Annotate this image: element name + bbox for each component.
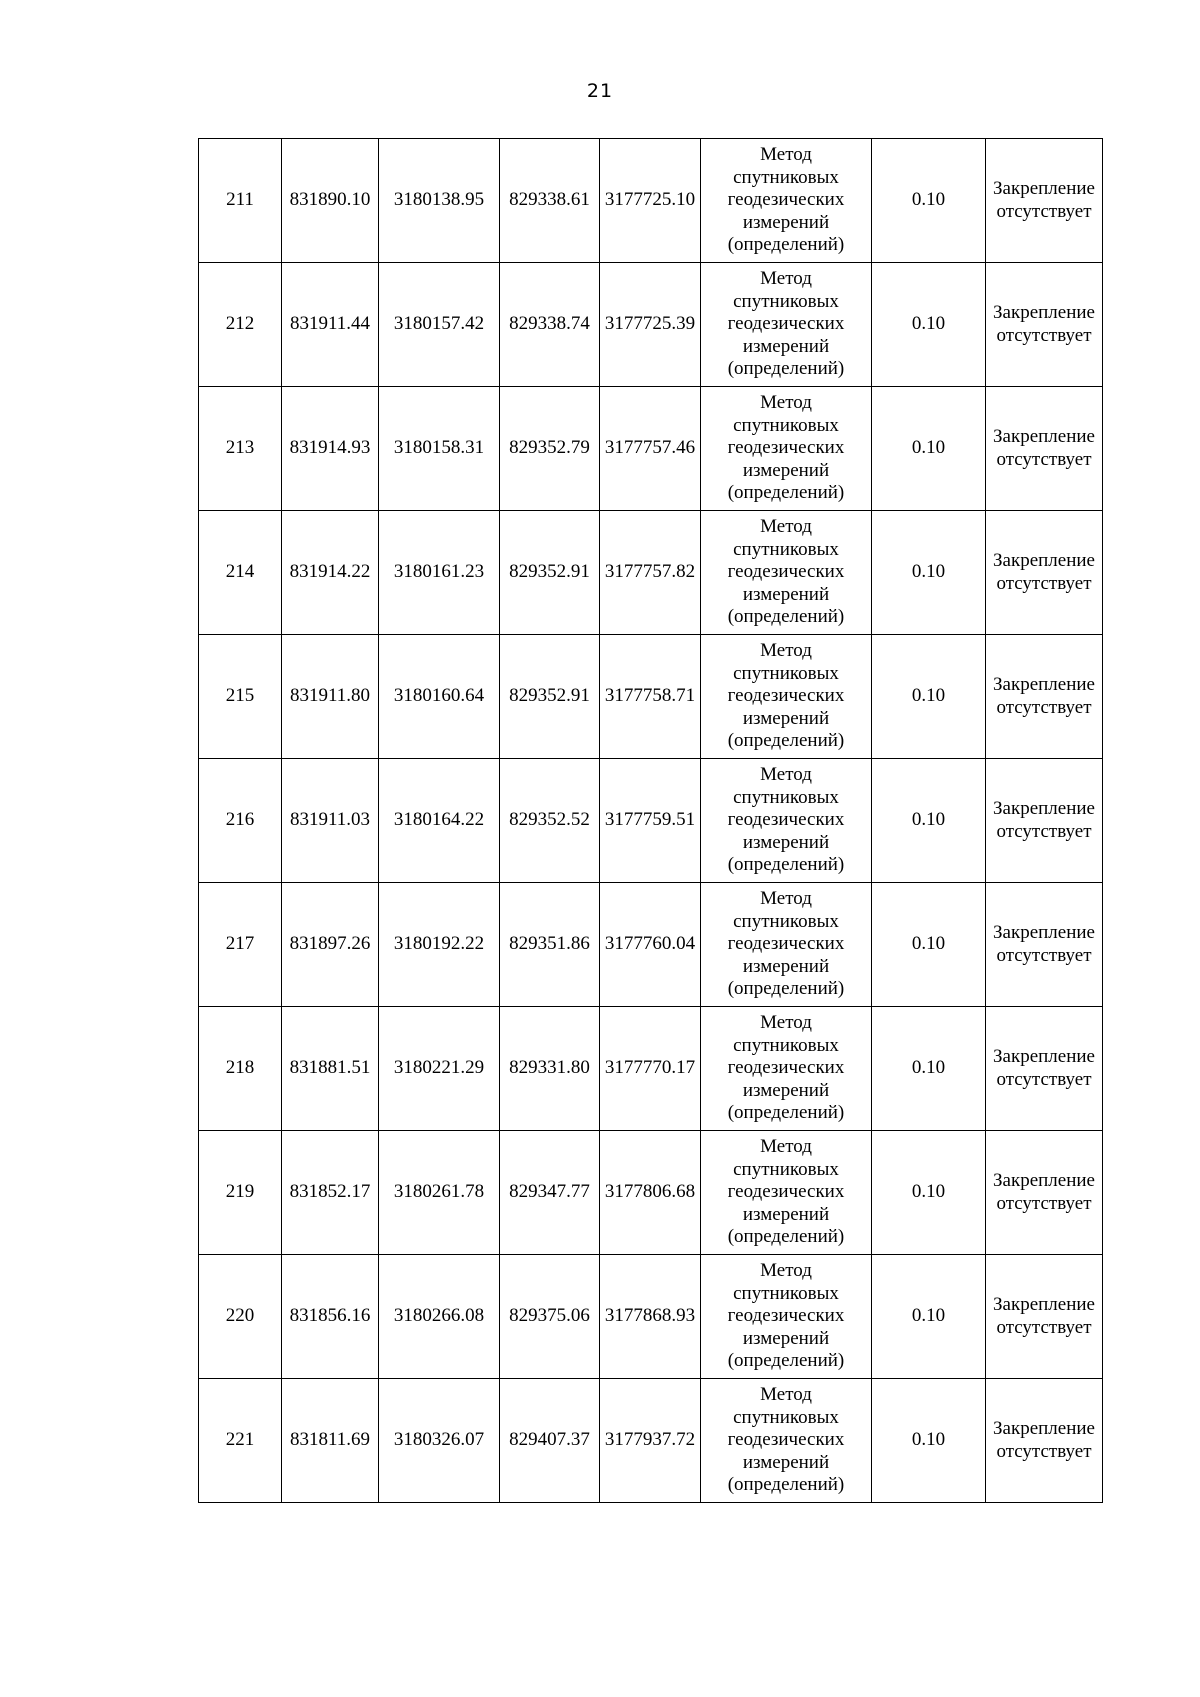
method-cell [701,1007,872,1131]
method-line: (определений) [727,358,845,380]
method-line: геодезических [727,437,845,459]
method-line: геодезических [727,685,845,707]
x-coordinate-cell: 831914.93 [282,387,379,511]
fixing-line: Закрепление [993,302,1095,323]
x-coordinate-cell: 831881.51 [282,1007,379,1131]
method-line: измерений [742,1203,830,1225]
method-line: Метод [760,268,812,290]
fixing-description-cell [986,139,1103,263]
method-cell [701,883,872,1007]
page-number: 21 [586,80,614,102]
x-coordinate-cell: 831811.69 [282,1379,379,1503]
table-row [199,635,1103,759]
table-row [199,883,1103,1007]
table-row [199,511,1103,635]
y-coordinate-previous-cell: 3177757.46 [600,387,701,511]
fixing-line: отсутствует [996,200,1092,222]
point-number-cell: 211 [199,139,282,263]
method-line: спутниковых [733,662,839,684]
method-line: геодезических [727,933,845,955]
method-line: геодезических [727,1057,845,1079]
fixing-line: отсутствует [996,1192,1092,1214]
method-line: измерений [742,1451,830,1473]
y-coordinate-previous-cell: 3177760.04 [600,883,701,1007]
method-line: Метод [760,1260,812,1282]
method-line: измерений [742,211,830,233]
fixing-description-cell [986,387,1103,511]
accuracy-cell: 0.10 [872,1131,986,1255]
x-coordinate-previous-cell: 829407.37 [500,1379,600,1503]
x-coordinate-previous-cell: 829347.77 [500,1131,600,1255]
method-line: измерений [742,335,830,357]
x-coordinate-cell: 831897.26 [282,883,379,1007]
y-coordinate-previous-cell: 3177725.39 [600,263,701,387]
method-cell [701,511,872,635]
x-coordinate-previous-cell: 829338.61 [500,139,600,263]
method-line: спутниковых [733,1034,839,1056]
method-line: (определений) [727,1350,845,1372]
x-coordinate-cell: 831911.03 [282,759,379,883]
method-line: Метод [760,640,812,662]
method-line: геодезических [727,809,845,831]
accuracy-cell: 0.10 [872,1255,986,1379]
method-line: измерений [742,1327,830,1349]
y-coordinate-cell: 3180158.31 [379,387,500,511]
table-row [199,759,1103,883]
point-number-cell: 213 [199,387,282,511]
accuracy-cell: 0.10 [872,883,986,1007]
fixing-line: Закрепление [993,1170,1095,1191]
fixing-description-cell [986,1379,1103,1503]
method-line: (определений) [727,482,845,504]
point-number-cell: 212 [199,263,282,387]
method-cell [701,759,872,883]
method-line: (определений) [727,1474,845,1496]
accuracy-cell: 0.10 [872,1007,986,1131]
x-coordinate-previous-cell: 829352.52 [500,759,600,883]
accuracy-cell: 0.10 [872,1379,986,1503]
fixing-line: отсутствует [996,1440,1092,1462]
fixing-description-cell [986,1255,1103,1379]
method-line: измерений [742,955,830,977]
method-line: спутниковых [733,910,839,932]
method-line: Метод [760,516,812,538]
point-number-cell: 220 [199,1255,282,1379]
method-line: Метод [760,144,812,166]
y-coordinate-previous-cell: 3177806.68 [600,1131,701,1255]
method-line: (определений) [727,730,845,752]
coordinates-table-body [199,139,1103,1503]
x-coordinate-previous-cell: 829375.06 [500,1255,600,1379]
method-line: Метод [760,1384,812,1406]
point-number-cell: 214 [199,511,282,635]
y-coordinate-previous-cell: 3177770.17 [600,1007,701,1131]
method-line: геодезических [727,189,845,211]
fixing-line: отсутствует [996,1068,1092,1090]
method-cell [701,387,872,511]
method-line: спутниковых [733,1158,839,1180]
x-coordinate-cell: 831914.22 [282,511,379,635]
table-row [199,1131,1103,1255]
method-line: Метод [760,764,812,786]
table-row [199,1379,1103,1503]
y-coordinate-previous-cell: 3177757.82 [600,511,701,635]
table-row [199,263,1103,387]
x-coordinate-cell: 831856.16 [282,1255,379,1379]
fixing-description-cell [986,511,1103,635]
accuracy-cell: 0.10 [872,387,986,511]
fixing-line: Закрепление [993,922,1095,943]
method-line: измерений [742,1079,830,1101]
y-coordinate-cell: 3180266.08 [379,1255,500,1379]
x-coordinate-previous-cell: 829331.80 [500,1007,600,1131]
method-line: геодезических [727,1305,845,1327]
method-line: спутниковых [733,290,839,312]
accuracy-cell: 0.10 [872,759,986,883]
point-number-cell: 219 [199,1131,282,1255]
method-line: (определений) [727,606,845,628]
y-coordinate-cell: 3180326.07 [379,1379,500,1503]
method-cell [701,139,872,263]
fixing-description-cell [986,263,1103,387]
y-coordinate-cell: 3180261.78 [379,1131,500,1255]
fixing-line: отсутствует [996,944,1092,966]
fixing-line: Закрепление [993,550,1095,571]
method-line: геодезических [727,313,845,335]
fixing-line: отсутствует [996,1316,1092,1338]
point-number-cell: 216 [199,759,282,883]
method-cell [701,1131,872,1255]
fixing-line: отсутствует [996,572,1092,594]
y-coordinate-previous-cell: 3177868.93 [600,1255,701,1379]
x-coordinate-cell: 831890.10 [282,139,379,263]
y-coordinate-cell: 3180161.23 [379,511,500,635]
accuracy-cell: 0.10 [872,511,986,635]
method-line: Метод [760,888,812,910]
fixing-line: Закрепление [993,1046,1095,1067]
fixing-description-cell [986,1007,1103,1131]
fixing-line: Закрепление [993,1294,1095,1315]
method-line: спутниковых [733,538,839,560]
method-line: (определений) [727,978,845,1000]
y-coordinate-cell: 3180192.22 [379,883,500,1007]
method-line: (определений) [727,234,845,256]
y-coordinate-previous-cell: 3177759.51 [600,759,701,883]
method-line: геодезических [727,561,845,583]
fixing-line: Закрепление [993,178,1095,199]
method-line: Метод [760,392,812,414]
method-cell [701,1379,872,1503]
method-line: спутниковых [733,786,839,808]
x-coordinate-cell: 831911.80 [282,635,379,759]
y-coordinate-cell: 3180157.42 [379,263,500,387]
method-line: спутниковых [733,1282,839,1304]
fixing-line: Закрепление [993,798,1095,819]
x-coordinate-previous-cell: 829352.91 [500,511,600,635]
method-cell [701,1255,872,1379]
accuracy-cell: 0.10 [872,635,986,759]
method-line: спутниковых [733,414,839,436]
fixing-line: Закрепление [993,426,1095,447]
point-number-cell: 218 [199,1007,282,1131]
method-line: геодезических [727,1181,845,1203]
method-line: (определений) [727,854,845,876]
method-line: спутниковых [733,166,839,188]
method-line: Метод [760,1136,812,1158]
fixing-line: Закрепление [993,674,1095,695]
y-coordinate-cell: 3180138.95 [379,139,500,263]
method-line: спутниковых [733,1406,839,1428]
method-line: геодезических [727,1429,845,1451]
y-coordinate-cell: 3180160.64 [379,635,500,759]
point-number-cell: 217 [199,883,282,1007]
coordinates-table [198,138,1103,1503]
table-row [199,387,1103,511]
fixing-line: отсутствует [996,448,1092,470]
method-cell [701,263,872,387]
method-line: (определений) [727,1102,845,1124]
x-coordinate-previous-cell: 829352.79 [500,387,600,511]
fixing-description-cell [986,759,1103,883]
fixing-description-cell [986,1131,1103,1255]
x-coordinate-cell: 831852.17 [282,1131,379,1255]
y-coordinate-previous-cell: 3177937.72 [600,1379,701,1503]
point-number-cell: 221 [199,1379,282,1503]
method-line: измерений [742,583,830,605]
fixing-line: отсутствует [996,696,1092,718]
fixing-line: отсутствует [996,324,1092,346]
x-coordinate-cell: 831911.44 [282,263,379,387]
method-line: Метод [760,1012,812,1034]
y-coordinate-cell: 3180221.29 [379,1007,500,1131]
method-line: измерений [742,459,830,481]
y-coordinate-previous-cell: 3177725.10 [600,139,701,263]
point-number-cell: 215 [199,635,282,759]
x-coordinate-previous-cell: 829352.91 [500,635,600,759]
accuracy-cell: 0.10 [872,263,986,387]
fixing-description-cell [986,883,1103,1007]
fixing-description-cell [986,635,1103,759]
accuracy-cell: 0.10 [872,139,986,263]
fixing-line: отсутствует [996,820,1092,842]
table-row [199,139,1103,263]
x-coordinate-previous-cell: 829351.86 [500,883,600,1007]
x-coordinate-previous-cell: 829338.74 [500,263,600,387]
table-row [199,1007,1103,1131]
y-coordinate-previous-cell: 3177758.71 [600,635,701,759]
fixing-line: Закрепление [993,1418,1095,1439]
method-line: (определений) [727,1226,845,1248]
table-row [199,1255,1103,1379]
y-coordinate-cell: 3180164.22 [379,759,500,883]
method-cell [701,635,872,759]
method-line: измерений [742,831,830,853]
method-line: измерений [742,707,830,729]
